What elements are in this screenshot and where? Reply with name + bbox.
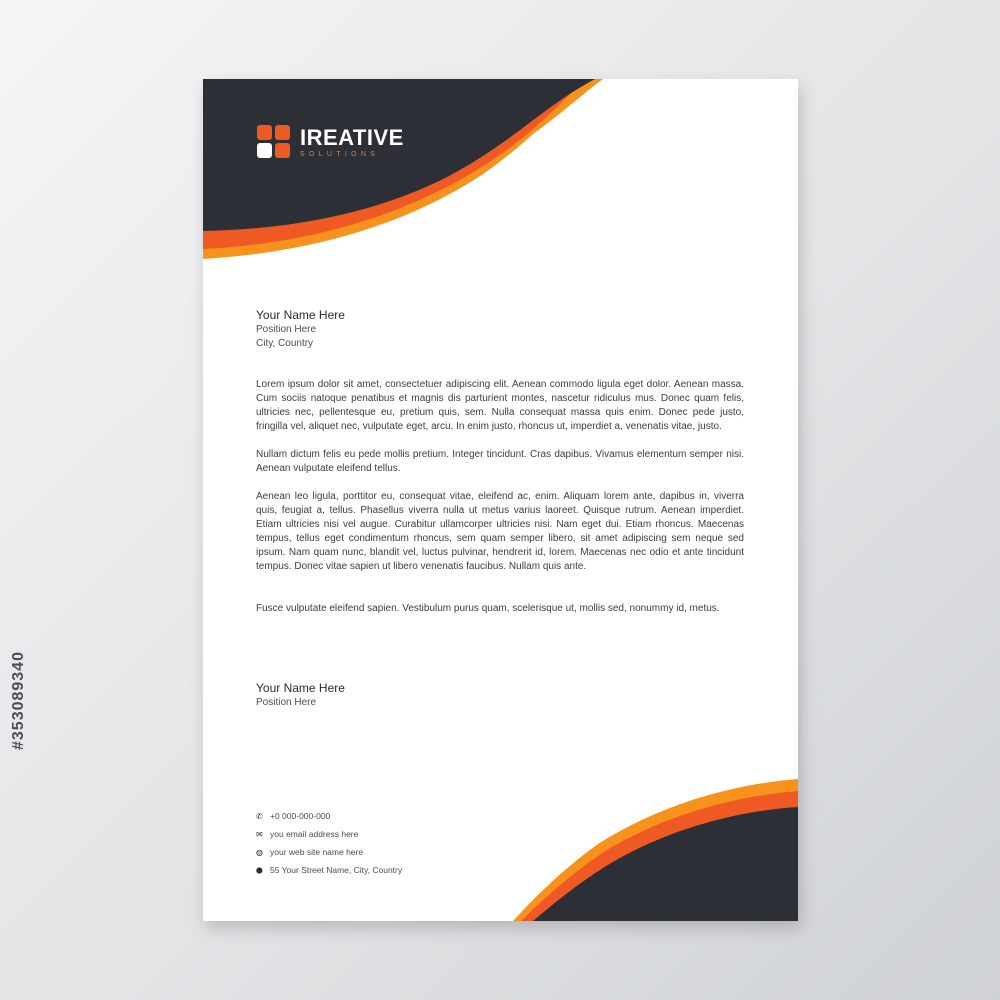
globe-icon: ◍ [256, 847, 263, 857]
signature-name: Your Name Here [256, 681, 345, 695]
signature-position: Position Here [256, 697, 317, 708]
sender-name: Your Name Here [256, 308, 345, 322]
sender-location: City, Country [256, 338, 314, 349]
contact-item-address [256, 861, 402, 879]
sender-position: Position Here [256, 324, 317, 335]
body-paragraph: Nullam dictum felis eu pede mollis pretium. Integer tincidunt. Cras dapibus. Vivamus elementum semper nisi. Aenean vulputate eleifend tellus. [256, 449, 744, 474]
contact-email-text: you email address here [270, 829, 359, 839]
company-logo [257, 125, 404, 159]
body-paragraph: Lorem ipsum dolor sit amet, consectetuer adipiscing elit. Aenean commodo ligula eget dolor. Aenean massa. Cum sociis natoque penatibus et magnis dis parturient montes, nascetur ridiculus mus. Donec quam felis, ultricies nec, pellentesque eu, pretium quis, sem. Nulla consequat massa quis enim. Donec pede justo, fringilla vel, aliquet nec, vulputate eget, arcu. In enim justo, rhoncus ut, imperdiet a, venenatis vitae, justo. [256, 379, 744, 432]
sender-block [256, 308, 345, 351]
contact-phone-text: +0 000-000-000 [270, 811, 331, 821]
contact-address-text: 55 Your Street Name, City, Country [270, 865, 403, 875]
letter-body [256, 378, 744, 616]
signature-block [256, 681, 345, 710]
body-paragraph: Aenean leo ligula, porttitor eu, consequat vitae, eleifend ac, enim. Aliquam lorem ante, dapibus in, viverra quis, feugiat a, tellus. Phasellus viverra nulla ut metus varius laoreet. Quisque rutrum. Aenean imperdiet. Etiam ultricies nisi vel augue. Curabitur ullamcorper ultricies nisi. Nam eget dui. Etiam rhoncus. Maecenas tempus, tellus eget condimentum rhoncus, sem quam semper libero, sit amet adipiscing sem neque sed ipsum. Nam quam nunc, blandit vel, luctus pulvinar, hendrerit id, lorem. Maecenas nec odio et ante tincidunt tempus. Donec vitae sapien ut libero venenatis faucibus. Nullam quis ante. [256, 491, 744, 572]
email-icon: ✉ [256, 829, 263, 839]
body-paragraph: Fusce vulputate eleifend sapien. Vestibulum purus quam, scelerisque ut, mollis sed, nonummy id, metus. [256, 603, 720, 614]
contact-website-text: your web site name here [270, 847, 364, 857]
location-pin-icon: ⬤ [256, 867, 263, 874]
contact-list [256, 807, 402, 879]
logo-squares-icon [257, 125, 291, 159]
phone-icon: ✆ [256, 811, 263, 821]
stock-id-watermark: #353089340 [10, 651, 27, 750]
letterhead-page [203, 79, 798, 921]
brand-tagline: SOLUTIONS [300, 150, 380, 158]
contact-item-phone [256, 807, 402, 825]
brand-name: IREATIVE [300, 124, 404, 150]
contact-item-email [256, 825, 402, 843]
contact-item-website [256, 843, 402, 861]
